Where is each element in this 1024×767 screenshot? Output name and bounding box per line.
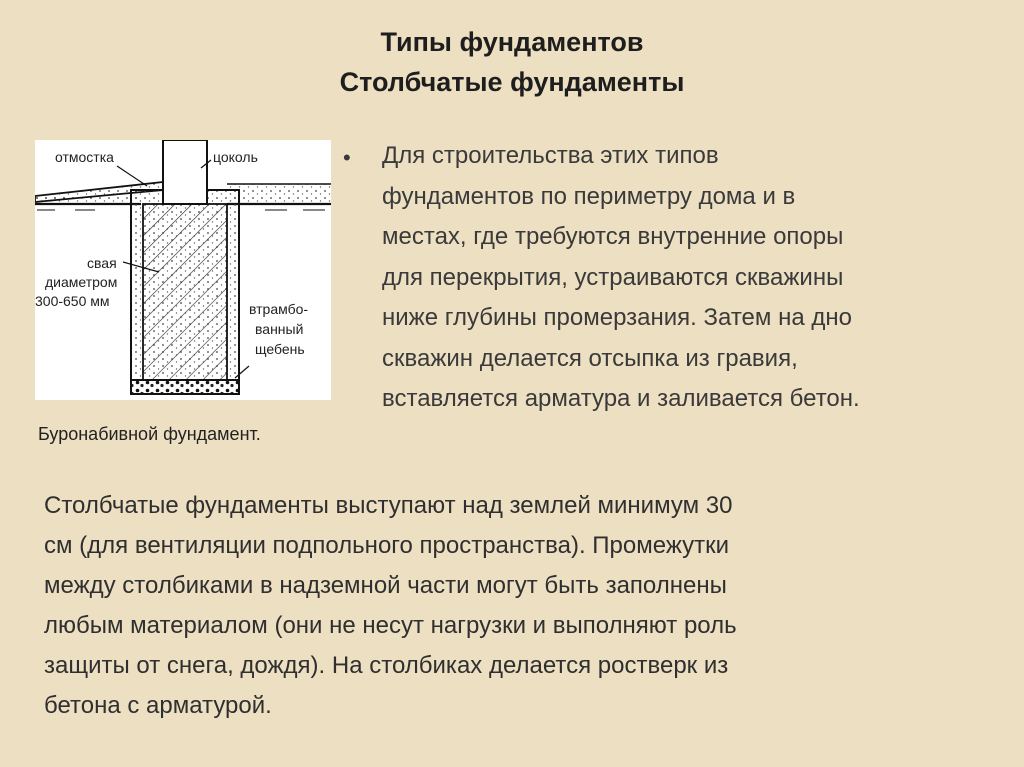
bored-pile-diagram xyxy=(35,140,331,400)
page-title xyxy=(0,22,1024,102)
label-svaya-3: 300-650 мм xyxy=(35,293,110,309)
body-line: защиты от снега, дождя). На столбиках делается ростверк из xyxy=(44,652,729,679)
body-line: между столбиками в надземной части могут быть заполнены xyxy=(44,572,727,599)
bullet-line: местах, где требуются внутренние опоры xyxy=(382,223,844,250)
pile-body xyxy=(143,204,227,380)
label-sheben-2: ванный xyxy=(255,321,304,337)
body-line: любым материалом (они не несут нагрузки и выполняют роль xyxy=(44,612,737,639)
body-line: Столбчатые фундаменты выступают над землей минимум 30 xyxy=(44,492,733,519)
bullet-line: Для строительства этих типов xyxy=(382,142,719,169)
bullet-line: вставляется арматура и заливается бетон. xyxy=(382,385,860,412)
label-sheben-3: щебень xyxy=(255,341,305,357)
diagram-caption: Буронабивной фундамент. xyxy=(38,424,261,444)
bullet-marker: • xyxy=(343,145,351,170)
plinth xyxy=(163,140,207,204)
bullet-line: скважин делается отсыпка из гравия, xyxy=(382,344,798,372)
ground-surface-right xyxy=(227,184,331,210)
title-line-2: Столбчатые фундаменты xyxy=(339,67,685,97)
label-sheben-1: втрамбо- xyxy=(249,301,309,317)
bullet-line: для перекрытия, устраиваются скважины xyxy=(382,263,844,291)
bullet-line: ниже глубины промерзания. Затем на дно xyxy=(382,304,852,331)
body-line: бетона с арматурой. xyxy=(44,692,272,719)
label-tsokol: цоколь xyxy=(213,149,258,165)
label-otmostka: отмостка xyxy=(55,149,114,165)
body-paragraph xyxy=(44,486,994,726)
bullet-line: фундаментов по периметру дома и в xyxy=(382,182,796,210)
bullet-text xyxy=(382,136,1012,420)
title-line-1: Типы фундаментов xyxy=(380,27,644,57)
body-line: см (для вентиляции подпольного пространства). Промежутки xyxy=(44,532,730,559)
gravel-base xyxy=(131,380,239,394)
label-svaya-1: свая xyxy=(87,255,117,271)
label-svaya-2: диаметром xyxy=(45,274,118,290)
leader-otmostka xyxy=(117,166,147,186)
